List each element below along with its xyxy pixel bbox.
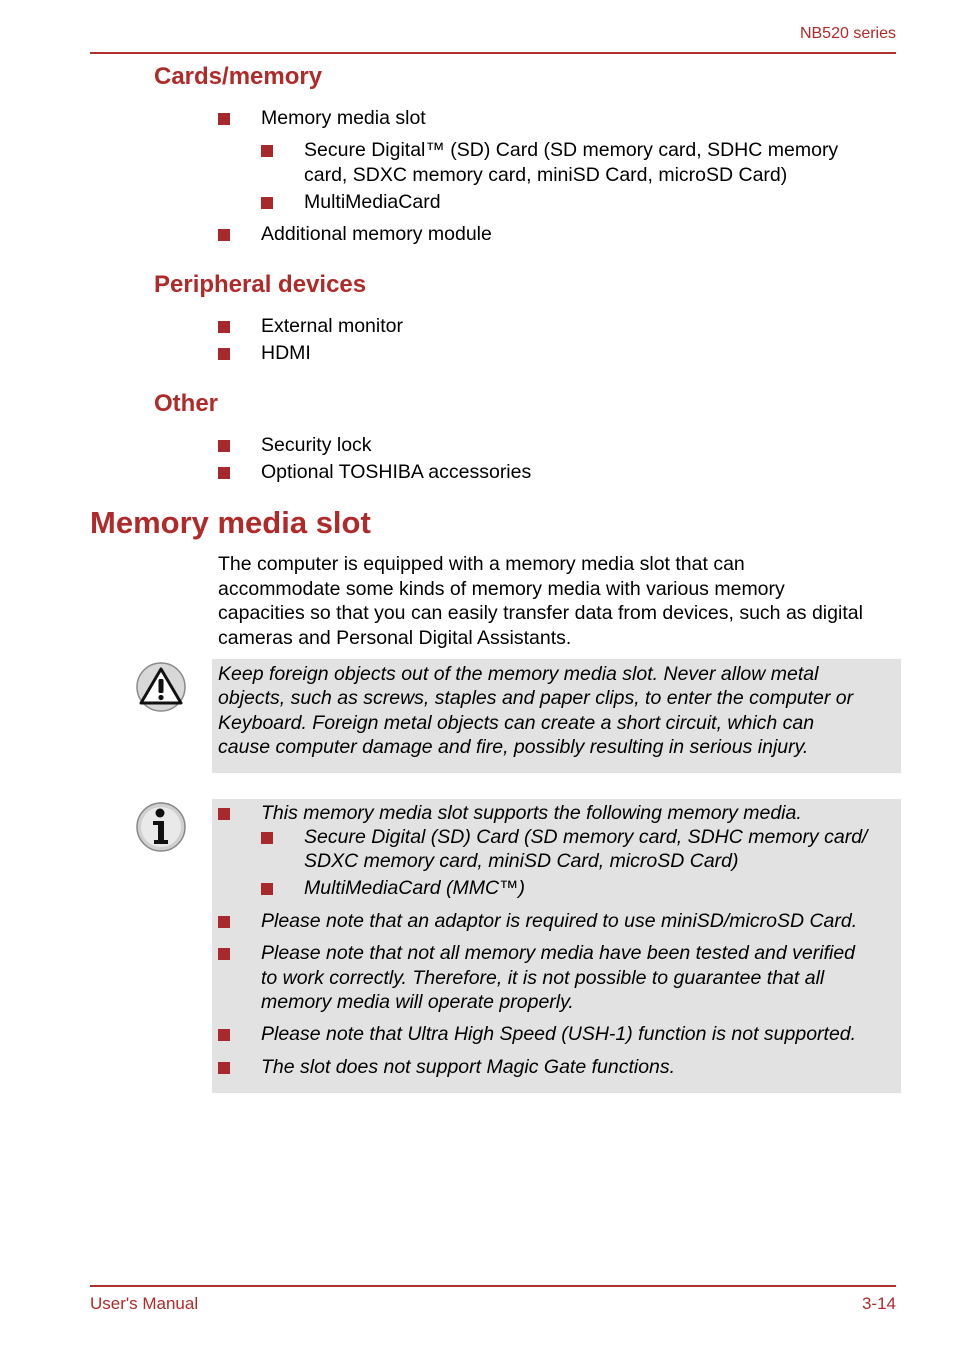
paragraph-line: accommodate some kinds of memory media with various memory: [218, 577, 785, 600]
bullet: [218, 440, 230, 452]
bullet: [261, 197, 273, 209]
bullet: [218, 113, 230, 125]
note-item: Please note that an adaptor is required to use miniSD/microSD Card.: [261, 910, 858, 932]
bullet: [261, 832, 273, 844]
paragraph-line: The computer is equipped with a memory media slot that can: [218, 553, 745, 575]
bullet: [218, 467, 230, 479]
bullet: [261, 883, 273, 895]
footer-page-number: 3-14: [861, 1294, 896, 1313]
list-item: Secure Digital™ (SD) Card (SD memory card, SDHC memory: [304, 139, 839, 161]
note-item-continuation: SDXC memory card, miniSD Card, microSD Card): [304, 850, 739, 872]
bullet: [218, 948, 230, 960]
list-item: MultiMediaCard: [304, 191, 441, 213]
bullet: [218, 916, 230, 928]
note-item: This memory media slot supports the following memory media.: [261, 802, 802, 824]
warning-triangle-icon: [136, 662, 186, 712]
bullet: [218, 1062, 230, 1074]
list-item: Optional TOSHIBA accessories: [261, 461, 532, 483]
note-item: MultiMediaCard (MMC™): [304, 877, 526, 899]
list-item: Additional memory module: [261, 223, 492, 245]
intro-paragraph: [218, 552, 898, 650]
list-item-continuation: card, SDXC memory card, miniSD Card, microSD Card): [304, 164, 788, 186]
bullet: [218, 229, 230, 241]
warning-line: Keyboard. Foreign metal objects can create a short circuit, which can: [218, 712, 815, 734]
paragraph-line: capacities so that you can easily transfer data from devices, such as digital: [218, 602, 863, 624]
note-item: The slot does not support Magic Gate functions.: [261, 1056, 676, 1078]
footer-rule: [90, 1285, 896, 1287]
note-item-continuation: memory media will operate properly.: [261, 991, 574, 1013]
bullet: [218, 321, 230, 333]
list-item: External monitor: [261, 315, 403, 337]
list-item: Memory media slot: [261, 107, 426, 129]
bullet: [218, 808, 230, 820]
footer-manual: User's Manual: [90, 1294, 199, 1313]
list-item: HDMI: [261, 342, 311, 364]
section-title: Memory media slot: [90, 505, 371, 540]
warning-line: Keep foreign objects out of the memory media slot. Never allow metal: [218, 663, 819, 685]
warning-line: objects, such as screws, staples and paper clips, to enter the computer or: [218, 687, 854, 709]
bullet: [218, 348, 230, 360]
bullet: [261, 145, 273, 157]
note-item: Please note that not all memory media have been tested and verified: [261, 942, 856, 964]
header-series: NB520 series: [799, 25, 896, 42]
heading-cards-memory: Cards/memory: [154, 63, 323, 90]
note-item: Please note that Ultra High Speed (USH-1) function is not supported.: [261, 1023, 857, 1045]
header-rule: [90, 52, 896, 54]
paragraph-line: cameras and Personal Digital Assistants.: [218, 626, 572, 649]
heading-other: Other: [154, 390, 219, 417]
info-icon: [136, 802, 186, 852]
warning-line: cause computer damage and fire, possibly resulting in serious injury.: [218, 736, 809, 758]
list-item: Security lock: [261, 434, 372, 456]
bullet: [218, 1029, 230, 1041]
note-item: Secure Digital (SD) Card (SD memory card, SDHC memory card/: [304, 826, 868, 848]
heading-peripheral-devices: Peripheral devices: [154, 271, 367, 298]
note-item-continuation: to work correctly. Therefore, it is not possible to guarantee that all: [261, 967, 825, 989]
